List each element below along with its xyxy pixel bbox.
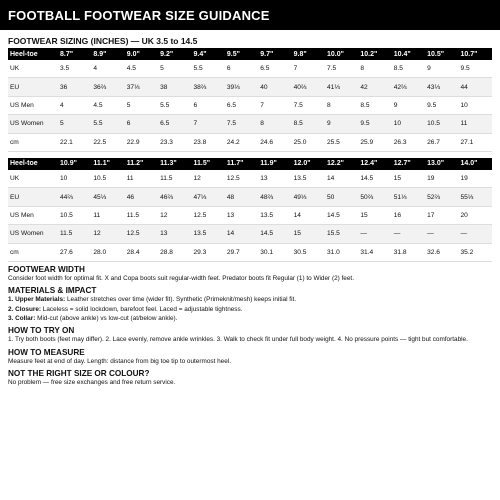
row-label: cm xyxy=(8,243,58,261)
header-cell: 8.9" xyxy=(91,48,124,60)
table-cell: 8 xyxy=(358,60,391,78)
table-cell: 44⅔ xyxy=(58,188,91,206)
table-cell: 10.5 xyxy=(425,115,458,133)
table-cell: 12.5 xyxy=(125,225,158,243)
table-cell: 7.5 xyxy=(325,60,358,78)
table-cell: 49⅓ xyxy=(292,188,325,206)
table-cell: 11 xyxy=(91,206,124,224)
table-cell: 35.2 xyxy=(459,243,493,261)
header-cell: 12.4" xyxy=(358,158,391,170)
table-cell: 27.1 xyxy=(459,133,493,151)
header-cell: 9.2" xyxy=(158,48,191,60)
table-cell: 12 xyxy=(192,170,225,188)
table-cell: 7 xyxy=(258,96,291,114)
header-cell: Heel-toe xyxy=(8,158,58,170)
header-cell: 11.1" xyxy=(91,158,124,170)
table-cell: 11.5 xyxy=(158,170,191,188)
page-banner xyxy=(0,0,500,30)
header-cell: 11.7" xyxy=(225,158,258,170)
table-cell: 5 xyxy=(58,115,91,133)
measure-text: Measure feet at end of day. Length: distance from big toe tip to outermost heel. xyxy=(8,357,231,365)
table-cell: 27.6 xyxy=(58,243,91,261)
table-cell: 4.5 xyxy=(91,96,124,114)
table-cell: 19 xyxy=(425,170,458,188)
materials-item-collar: 3. Collar: Mid-cut (above ankle) vs low-cut (at/below ankle). xyxy=(8,314,178,322)
row-label: US Women xyxy=(8,225,58,243)
table-cell: 14 xyxy=(325,170,358,188)
table-cell: 8.5 xyxy=(292,115,325,133)
table-cell: 7 xyxy=(292,60,325,78)
header-cell: 10.2" xyxy=(358,48,391,60)
table-cell: 5.5 xyxy=(192,60,225,78)
table-cell: 26.7 xyxy=(425,133,458,151)
table-cell: 42 xyxy=(358,78,391,96)
table-cell: 41⅓ xyxy=(325,78,358,96)
table-cell: 24.6 xyxy=(258,133,291,151)
table-cell: 28.8 xyxy=(158,243,191,261)
table-cell: 10 xyxy=(392,115,425,133)
row-label: UK xyxy=(8,170,58,188)
table-cell: 30.1 xyxy=(258,243,291,261)
row-label: US Men xyxy=(8,206,58,224)
table-cell: 11 xyxy=(459,115,493,133)
table-cell: 12 xyxy=(91,225,124,243)
table-cell: 47⅓ xyxy=(192,188,225,206)
table-row xyxy=(8,78,492,96)
table-cell: 31.8 xyxy=(392,243,425,261)
table-cell: 14 xyxy=(292,206,325,224)
table-cell: 25.5 xyxy=(325,133,358,151)
table-cell: 13.5 xyxy=(292,170,325,188)
table-cell: — xyxy=(425,225,458,243)
measure-heading: HOW TO MEASURE xyxy=(8,347,85,357)
table-cell: 9 xyxy=(425,60,458,78)
table-cell: 36 xyxy=(58,78,91,96)
table-cell: 5 xyxy=(125,96,158,114)
table-row xyxy=(8,206,492,224)
header-cell: 10.0" xyxy=(325,48,358,60)
table-cell: 22.5 xyxy=(91,133,124,151)
header-cell: 12.0" xyxy=(292,158,325,170)
table-cell: 11.5 xyxy=(58,225,91,243)
table-cell: 13 xyxy=(258,170,291,188)
row-label: EU xyxy=(8,188,58,206)
table-cell: 8 xyxy=(325,96,358,114)
table-cell: 15 xyxy=(358,206,391,224)
table-cell: 13.5 xyxy=(192,225,225,243)
table-cell: 38⅔ xyxy=(192,78,225,96)
header-cell: 9.4" xyxy=(192,48,225,60)
table-cell: 6 xyxy=(225,60,258,78)
table-cell: 19 xyxy=(459,170,493,188)
table-cell: 15.5 xyxy=(325,225,358,243)
info-sections xyxy=(8,265,492,387)
table-cell: 6 xyxy=(125,115,158,133)
table-cell: 44 xyxy=(459,78,493,96)
size-table xyxy=(8,158,492,262)
table-cell: 25.9 xyxy=(358,133,391,151)
table-cell: 9 xyxy=(392,96,425,114)
table-row xyxy=(8,243,492,261)
size-table-header xyxy=(8,48,492,60)
try-on-heading: HOW TO TRY ON xyxy=(8,326,75,336)
table-cell: 28.4 xyxy=(125,243,158,261)
table-cell: 14.5 xyxy=(358,170,391,188)
table-cell: 15 xyxy=(392,170,425,188)
table-cell: — xyxy=(459,225,493,243)
table-cell: 39⅓ xyxy=(225,78,258,96)
table-cell: — xyxy=(392,225,425,243)
exchange-text: No problem — free size exchanges and free return service. xyxy=(8,378,176,386)
table-cell: 31.4 xyxy=(358,243,391,261)
table-cell: 24.2 xyxy=(225,133,258,151)
table-cell: 3.5 xyxy=(58,60,91,78)
table-cell: 5.5 xyxy=(91,115,124,133)
table-cell: 9.5 xyxy=(358,115,391,133)
table-cell: 29.7 xyxy=(225,243,258,261)
table-cell: 4 xyxy=(91,60,124,78)
table-cell: 10.5 xyxy=(58,206,91,224)
table-cell: 48 xyxy=(225,188,258,206)
header-cell: 12.2" xyxy=(325,158,358,170)
table-cell: 38 xyxy=(158,78,191,96)
table-cell: 6.5 xyxy=(258,60,291,78)
header-cell: 9.7" xyxy=(258,48,291,60)
table-cell: 42⅔ xyxy=(392,78,425,96)
header-cell: 10.9" xyxy=(58,158,91,170)
header-cell: 11.3" xyxy=(158,158,191,170)
table-cell: 8.5 xyxy=(392,60,425,78)
table-cell: 28.0 xyxy=(91,243,124,261)
table-cell: 7.5 xyxy=(225,115,258,133)
table-row xyxy=(8,170,492,188)
header-cell: 10.5" xyxy=(425,48,458,60)
table-cell: 10 xyxy=(459,96,493,114)
table-cell: 14 xyxy=(225,225,258,243)
header-cell: 13.0" xyxy=(425,158,458,170)
table-cell: 9.5 xyxy=(459,60,493,78)
header-cell: 10.4" xyxy=(392,48,425,60)
table-row xyxy=(8,225,492,243)
row-label: US Men xyxy=(8,96,58,114)
table-cell: 11 xyxy=(125,170,158,188)
table-cell: 7.5 xyxy=(292,96,325,114)
try-on-text: 1. Try both boots (feet may differ). 2. Lace evenly, remove ankle wrinkles. 3. Walk to check fit under full body weight. 4. No pressure points — tight but comfortable. xyxy=(8,336,468,344)
table-cell: 45⅓ xyxy=(91,188,124,206)
sizing-title: FOOTWEAR SIZING (INCHES) — UK 3.5 to 14.5 xyxy=(8,36,198,46)
table-cell: 6.5 xyxy=(225,96,258,114)
table-cell: 4 xyxy=(58,96,91,114)
header-cell: 12.7" xyxy=(392,158,425,170)
table-cell: 29.3 xyxy=(192,243,225,261)
table-cell: 11.5 xyxy=(125,206,158,224)
materials-item-upper: 1. Upper Materials: Leather stretches over time (wider fit). Synthetic (Primeknit/mesh) keeps initial fit. xyxy=(8,296,297,304)
table-cell: 15 xyxy=(292,225,325,243)
table-cell: 22.9 xyxy=(125,133,158,151)
sizing-tables xyxy=(0,48,500,262)
header-cell: 11.5" xyxy=(192,158,225,170)
table-cell: 50 xyxy=(325,188,358,206)
table-cell: 7 xyxy=(192,115,225,133)
table-cell: 36⅔ xyxy=(91,78,124,96)
header-cell: 9.0" xyxy=(125,48,158,60)
table-cell: 31.0 xyxy=(325,243,358,261)
table-row xyxy=(8,60,492,78)
table-cell: — xyxy=(358,225,391,243)
table-cell: 48⅔ xyxy=(258,188,291,206)
table-cell: 30.5 xyxy=(292,243,325,261)
table-cell: 25.0 xyxy=(292,133,325,151)
table-cell: 20 xyxy=(459,206,493,224)
table-cell: 43⅓ xyxy=(425,78,458,96)
table-row xyxy=(8,188,492,206)
table-cell: 8 xyxy=(258,115,291,133)
table-cell: 46 xyxy=(125,188,158,206)
table-cell: 12.5 xyxy=(192,206,225,224)
size-table-header xyxy=(8,158,492,170)
page-title: FOOTBALL FOOTWEAR SIZE GUIDANCE xyxy=(8,7,270,23)
table-cell: 6 xyxy=(192,96,225,114)
size-table xyxy=(8,48,492,152)
table-cell: 9 xyxy=(325,115,358,133)
table-cell: 14.5 xyxy=(258,225,291,243)
table-cell: 13 xyxy=(158,225,191,243)
row-label: EU xyxy=(8,78,58,96)
table-cell: 51⅓ xyxy=(392,188,425,206)
row-label: cm xyxy=(8,133,58,151)
table-cell: 13.5 xyxy=(258,206,291,224)
table-cell: 10.5 xyxy=(91,170,124,188)
table-cell: 9.5 xyxy=(425,96,458,114)
table-cell: 5 xyxy=(158,60,191,78)
header-cell: Heel-toe xyxy=(8,48,58,60)
header-cell: 11.2" xyxy=(125,158,158,170)
row-label: UK xyxy=(8,60,58,78)
table-cell: 12.5 xyxy=(225,170,258,188)
width-heading: FOOTWEAR WIDTH xyxy=(8,264,85,274)
width-text: Consider foot width for optimal fit. X and Copa boots suit regular-width feet. Predator boots fit Regular (1) to Wider (2) feet. xyxy=(8,274,354,282)
table-cell: 22.1 xyxy=(58,133,91,151)
header-cell: 10.7" xyxy=(459,48,493,60)
table-cell: 10 xyxy=(58,170,91,188)
header-cell: 8.7" xyxy=(58,48,91,60)
table-cell: 23.3 xyxy=(158,133,191,151)
table-cell: 26.3 xyxy=(392,133,425,151)
table-row xyxy=(8,96,492,114)
table-cell: 17 xyxy=(425,206,458,224)
table-cell: 14.5 xyxy=(325,206,358,224)
table-cell: 23.8 xyxy=(192,133,225,151)
header-cell: 9.8" xyxy=(292,48,325,60)
header-cell: 11.9" xyxy=(258,158,291,170)
table-cell: 32.6 xyxy=(425,243,458,261)
exchange-heading: NOT THE RIGHT SIZE OR COLOUR? xyxy=(8,368,150,378)
table-cell: 55⅓ xyxy=(459,188,493,206)
table-row xyxy=(8,133,492,151)
table-cell: 4.5 xyxy=(125,60,158,78)
table-cell: 6.5 xyxy=(158,115,191,133)
table-row xyxy=(8,115,492,133)
table-cell: 13 xyxy=(225,206,258,224)
table-cell: 12 xyxy=(158,206,191,224)
table-cell: 16 xyxy=(392,206,425,224)
table-cell: 37⅓ xyxy=(125,78,158,96)
materials-item-closure: 2. Closure: Laceless = solid lockdown, barefoot feel. Laced = adjustable tightness. xyxy=(8,305,243,313)
table-cell: 52⅔ xyxy=(425,188,458,206)
table-cell: 8.5 xyxy=(358,96,391,114)
header-cell: 9.5" xyxy=(225,48,258,60)
row-label: US Women xyxy=(8,115,58,133)
table-cell: 40⅔ xyxy=(292,78,325,96)
table-cell: 40 xyxy=(258,78,291,96)
table-cell: 46⅔ xyxy=(158,188,191,206)
header-cell: 14.0" xyxy=(459,158,493,170)
table-cell: 50⅔ xyxy=(358,188,391,206)
materials-heading: MATERIALS & IMPACT xyxy=(8,286,97,296)
table-cell: 5.5 xyxy=(158,96,191,114)
